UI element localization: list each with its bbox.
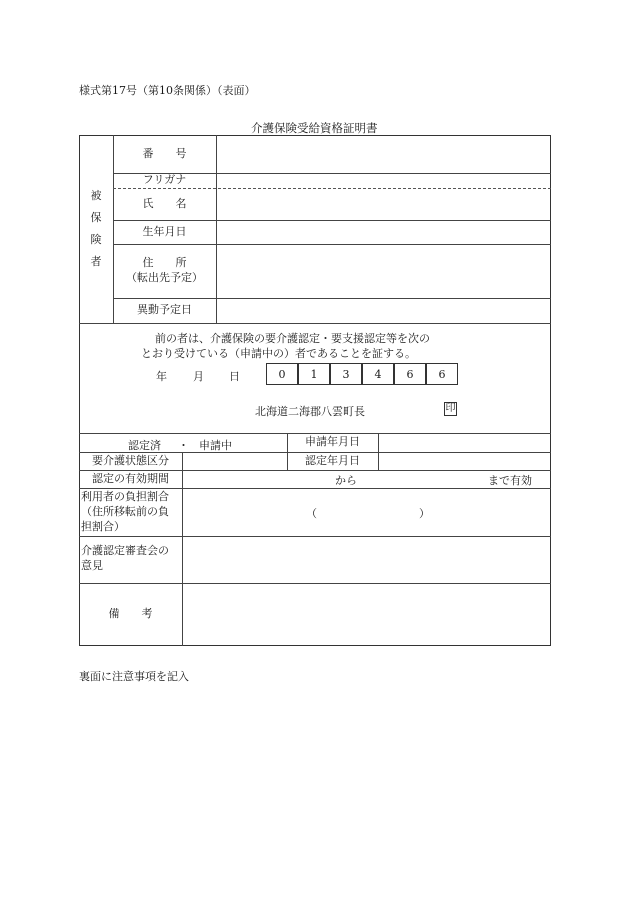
code-digit-box: 0 [266, 363, 298, 385]
furigana-label: フリガナ [142, 173, 187, 187]
application-date-label: 申請年月日 [305, 435, 360, 449]
section-divider [79, 323, 551, 324]
issuer-name: 北海道二海郡八雲町長 [255, 405, 365, 418]
code-digit-box: 6 [426, 363, 458, 385]
committee-label-line: 介護認定審査会の [81, 544, 169, 557]
valid-period-label: 認定の有効期間 [92, 471, 169, 485]
certification-text-line: とおり受けている（申請中の）者であることを証する。 [141, 347, 416, 360]
code-digit-box: 3 [330, 363, 362, 385]
valid-from-text: から [335, 474, 357, 487]
details-label-divider [182, 452, 183, 646]
insured-char: 保 [90, 211, 102, 224]
copay-label [81, 490, 169, 535]
copay-label-line: （住所移転前の負 [81, 504, 169, 518]
details-date-divider [378, 433, 379, 470]
row-divider [79, 536, 551, 537]
insured-char: 険 [90, 233, 102, 246]
insured-value-divider [216, 135, 217, 323]
status-separator: ・ [178, 439, 189, 452]
copay-close-paren: ） [419, 507, 430, 520]
valid-until-text: まで有効 [488, 474, 532, 487]
row-divider [79, 488, 551, 489]
code-digit-box: 1 [298, 363, 330, 385]
footer-note: 裏面に注意事項を記入 [79, 670, 189, 683]
status-applying: 申請中 [199, 439, 232, 452]
year-label: 年 [156, 370, 167, 383]
seal-mark: 印 [445, 403, 456, 414]
copay-label-line: 利用者の負担割合 [81, 490, 169, 503]
address-label-line: 住 所 [142, 256, 187, 270]
remarks-label: 備 考 [108, 607, 153, 621]
certified-date-label: 認定年月日 [305, 453, 360, 467]
committee-label [81, 544, 169, 574]
status-certified: 認定済 [128, 439, 161, 452]
address-label-line: （転出先予定） [126, 271, 203, 284]
day-label: 日 [229, 370, 240, 383]
move-date-label: 異動予定日 [137, 303, 192, 317]
document-title: 介護保険受給資格証明書 [251, 121, 378, 135]
insured-group-label [79, 135, 113, 323]
committee-label-line: 意見 [81, 558, 103, 572]
code-digit-box: 4 [362, 363, 394, 385]
insured-char: 被 [90, 189, 102, 202]
number-label: 番 号 [142, 146, 187, 160]
month-label: 月 [193, 370, 204, 383]
insured-char: 者 [90, 255, 102, 268]
address-label [113, 244, 216, 298]
certification-text-line: 前の者は、介護保険の要介護認定・要支援認定等を次の [155, 332, 430, 345]
name-label: 氏 名 [142, 196, 187, 210]
copay-open-paren: （ [306, 507, 317, 520]
care-level-label: 要介護状態区分 [92, 453, 169, 467]
birthdate-label: 生年月日 [142, 224, 187, 238]
form-number: 様式第17号（第10条関係）（表面） [79, 84, 256, 97]
code-digit-box: 6 [394, 363, 426, 385]
copay-label-line: 担割合） [81, 519, 125, 533]
